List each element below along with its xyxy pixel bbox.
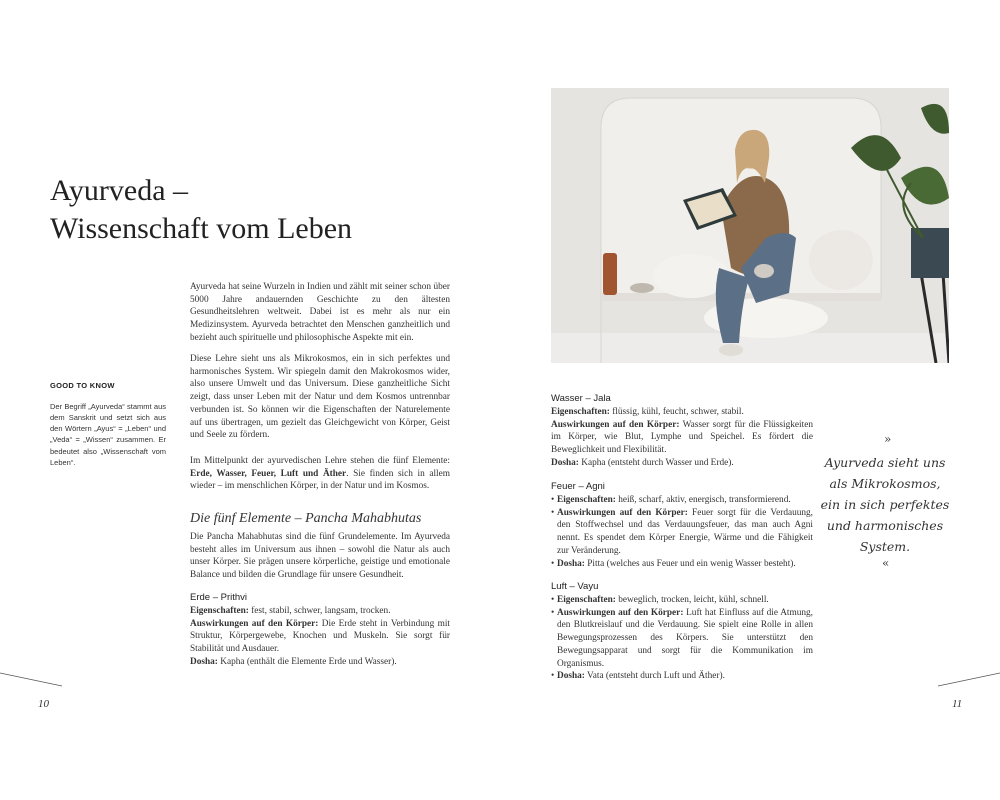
decorative-lines (0, 660, 1000, 700)
erde-effects-value: Die Erde steht in Verbindung mit Struktur, Körpergewebe, Knochen und Muskeln. Sie sorgt für Stabilität und Ausdauer. (190, 618, 450, 655)
luft-list (551, 594, 813, 683)
element-luft (551, 581, 813, 683)
intro-p3-bold: Erde, Wasser, Feuer, Luft und Äther (190, 468, 347, 479)
feuer-effects (551, 507, 813, 558)
wasser-effects (551, 419, 813, 457)
wasser-heading: Wasser – Jala (551, 393, 611, 404)
intro-p3-end: . Sie finden sich in allem wieder – im menschlichen Körper, in der Natur und im Kosmos. (190, 468, 450, 492)
luft-heading: Luft – Vayu (551, 581, 599, 592)
element-feuer (551, 481, 813, 570)
luft-properties-value: beweglich, trocken, leicht, kühl, schnell. (615, 595, 769, 605)
erde-effects (190, 618, 450, 656)
intro-paragraph-1: Ayurveda hat seine Wurzeln in Indien und zählt mit seiner schon über 5000 Jahre andauernden Geschichte zu den ältesten Gesundheitslehren weltweit. Dabei ist es mehr als nur ein Medizinsystem. Ayurveda betrachtet den Menschen ganzheitlich und bezieht auch spirituelle und philosophische Aspekte mit ein. (190, 282, 450, 343)
feuer-dosha-value: Pitta (welches aus Feuer und ein wenig Wasser besteht). (584, 558, 796, 569)
elements-heading: Die fünf Elemente – Pancha Mahabhutas (190, 511, 422, 526)
title-line-1: Ayurveda – (50, 174, 189, 207)
intro-p3-start: Im Mittelpunkt der ayurvedischen Lehre stehen die fünf Elemente: (190, 456, 450, 466)
wasser-effects-value: Wasser sorgt für die Flüssigkeiten im Körper, wie Blut, Lymphe und Speichel. Es fördert die Beweglichkeit und Flexibilität. (551, 419, 813, 456)
element-erde (190, 592, 450, 669)
wasser-effects-label: Auswirkungen auf den Körper: (551, 419, 680, 430)
wasser-properties (551, 406, 813, 419)
photo-illustration (551, 88, 949, 363)
pull-quote: Ayurveda sieht uns als Mikrokosmos, ein in sich perfektes und harmonisches System. (820, 455, 950, 554)
feuer-effects-label: Auswirkungen auf den Körper: (557, 507, 688, 518)
elements-text: Die Pancha Mahabhutas sind die fünf Grundelemente. Im Ayurveda besteht alles im Universum aus ihnen – sowohl die Natur als auch unser Körper. Sie prägen unsere körperliche, geistige und emotionale Balance und bilden die Grundlage für unsere Gesundheit. (190, 532, 450, 581)
erde-effects-label: Auswirkungen auf den Körper: (190, 618, 319, 629)
luft-dosha-label: Dosha: (557, 671, 585, 682)
luft-effects (551, 607, 813, 671)
wasser-dosha-value: Kapha (entsteht durch Wasser und Erde). (578, 457, 734, 468)
erde-dosha-value: Kapha (enthält die Elemente Erde und Wasser). (217, 656, 397, 667)
woman-reading-photo (551, 88, 949, 363)
page-title (50, 172, 410, 248)
intro-paragraph-3 (190, 455, 450, 493)
luft-properties (551, 594, 813, 607)
erde-properties-label: Eigenschaften: (190, 606, 249, 616)
feuer-heading: Feuer – Agni (551, 481, 605, 492)
luft-dosha-value: Vata (entsteht durch Luft und Äther). (584, 671, 725, 682)
feuer-effects-value: Feuer sorgt für die Verdauung, den Stoffwechsel und das Verdauungsfeuer, das man auch Agni nennt. Es spendet dem Körper Energie, Wärme und die Fähigkeit zur Veränderung. (557, 507, 814, 556)
feuer-list (551, 494, 813, 570)
wasser-properties-value: flüssig, kühl, feucht, schwer, stabil. (609, 407, 744, 417)
wasser-properties-label: Eigenschaften: (551, 407, 610, 417)
right-deco-line (938, 673, 1000, 686)
intro-paragraph-2: Diese Lehre sieht uns als Mikrokosmos, ein in sich perfektes und harmonisches System. Wir spiegeln damit den Makrokosmos wider, also unsere Umwelt und das Universum. Diese ganzheitliche Sicht zeigt, dass unser Leben mit der Natur und dem Kosmos untrennbar verbunden ist. So können wir die Eigenschaften der Naturelemente auf uns übertragen, um gezielt das Gleichgewicht von Körper, Geist und Seele zu fördern. (190, 354, 450, 441)
sidebar-text: Der Begriff „Ayurveda“ stammt aus dem Sanskrit und setzt sich aus den Wörtern „Ayus“ = „Leben“ und „Veda“ = „Wissen“ zusammen. Er bedeutet also „Wissenschaft vom Leben“. (50, 401, 166, 467)
erde-dosha-label: Dosha: (190, 656, 218, 667)
wasser-dosha-label: Dosha: (551, 457, 579, 468)
feuer-dosha (551, 558, 813, 571)
title-line-2: Wissenschaft vom Leben (50, 212, 353, 245)
quote-close-mark: « (882, 556, 890, 570)
feuer-properties-label: Eigenschaften: (557, 495, 616, 505)
luft-properties-label: Eigenschaften: (557, 595, 616, 605)
sidebar-heading: GOOD TO KNOW (50, 381, 115, 390)
quote-open-mark: » (884, 432, 892, 446)
erde-heading: Erde – Prithvi (190, 592, 248, 603)
luft-effects-label: Auswirkungen auf den Körper: (557, 607, 684, 618)
wasser-dosha (551, 457, 813, 470)
element-wasser (551, 393, 813, 470)
luft-dosha (551, 670, 813, 683)
feuer-properties (551, 494, 813, 507)
page-number-right: 11 (952, 698, 963, 710)
luft-effects-value: Luft hat Einfluss auf die Atmung, den Blutkreislauf und die Verdauung. Sie spielt eine Rolle in allen Bewegungsprozessen des Körpers. Sie unterstützt den Bewegungsapparat und sorgt für die Kommunikation im Organismus. (557, 607, 814, 669)
feuer-dosha-label: Dosha: (557, 558, 585, 569)
page-number-left: 10 (38, 698, 49, 710)
erde-properties-value: fest, stabil, schwer, langsam, trocken. (248, 606, 391, 616)
erde-properties (190, 605, 450, 618)
left-deco-line (0, 673, 62, 686)
feuer-properties-value: heiß, scharf, aktiv, energisch, transformierend. (615, 495, 791, 505)
